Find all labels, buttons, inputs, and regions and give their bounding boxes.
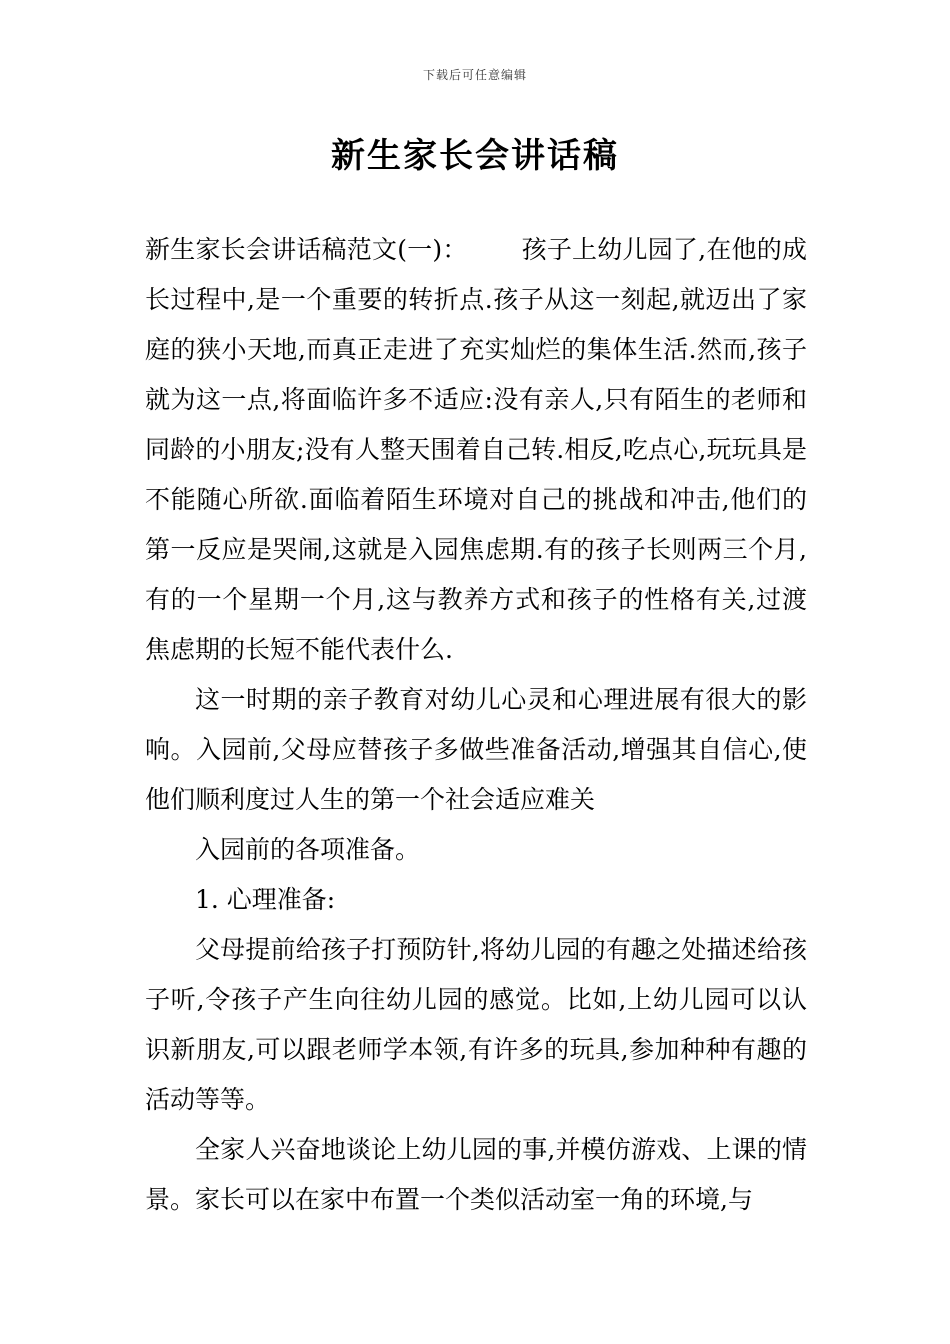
paragraph-intro (145, 225, 807, 675)
paragraph: 全家人兴奋地谈论上幼儿园的事,并模仿游戏、上课的情景。家长可以在家中布置一个类似活动室一角的环境,与 (145, 1135, 807, 1214)
paragraph: 这一时期的亲子教育对幼儿心灵和心理进展有很大的影响。入园前,父母应替孩子多做些准备活动,增强其自信心,使他们顺利度过人生的第一个社会适应难关 (145, 685, 807, 814)
header-note: 下载后可任意编辑 (422, 68, 527, 82)
paragraph: 父母提前给孩子打预防针,将幼儿园的有趣之处描述给孩子听,令孩子产生向往幼儿园的感觉。比如,上幼儿园可以认识新朋友,可以跟老师学本领,有许多的玩具,参加种种有趣的活动等等。 (145, 935, 807, 1114)
intro-label: 新生家长会讲话稿范文(一)： (145, 235, 468, 264)
document-title: 新生家长会讲话稿 (331, 136, 619, 176)
paragraph-text: 孩子上幼儿园了,在他的成长过程中,是一个重要的转折点.孩子从这一刻起,就迈出了家庭的狭小天地,而真正走进了充实灿烂的集体生活.然而,孩子就为这一点,将面临许多不适应:没有亲人,只有陌生的老师和同龄的小朋友;没有人整天围着自己转.相反,吃点心,玩玩具是不能随心所欲.面临着陌生环境对自己的挑战和冲击,他们的第一反应是哭闹,这就是入园焦虑期.有的孩子长则两三个月,有的一个星期一个月,这与教养方式和孩子的性格有关,过渡焦虑期的长短不能代表什么. (145, 235, 807, 664)
paragraph: 入园前的各项准备。 (195, 835, 421, 864)
section-heading: 1. 心理准备: (195, 885, 336, 914)
document-body (145, 225, 807, 1225)
